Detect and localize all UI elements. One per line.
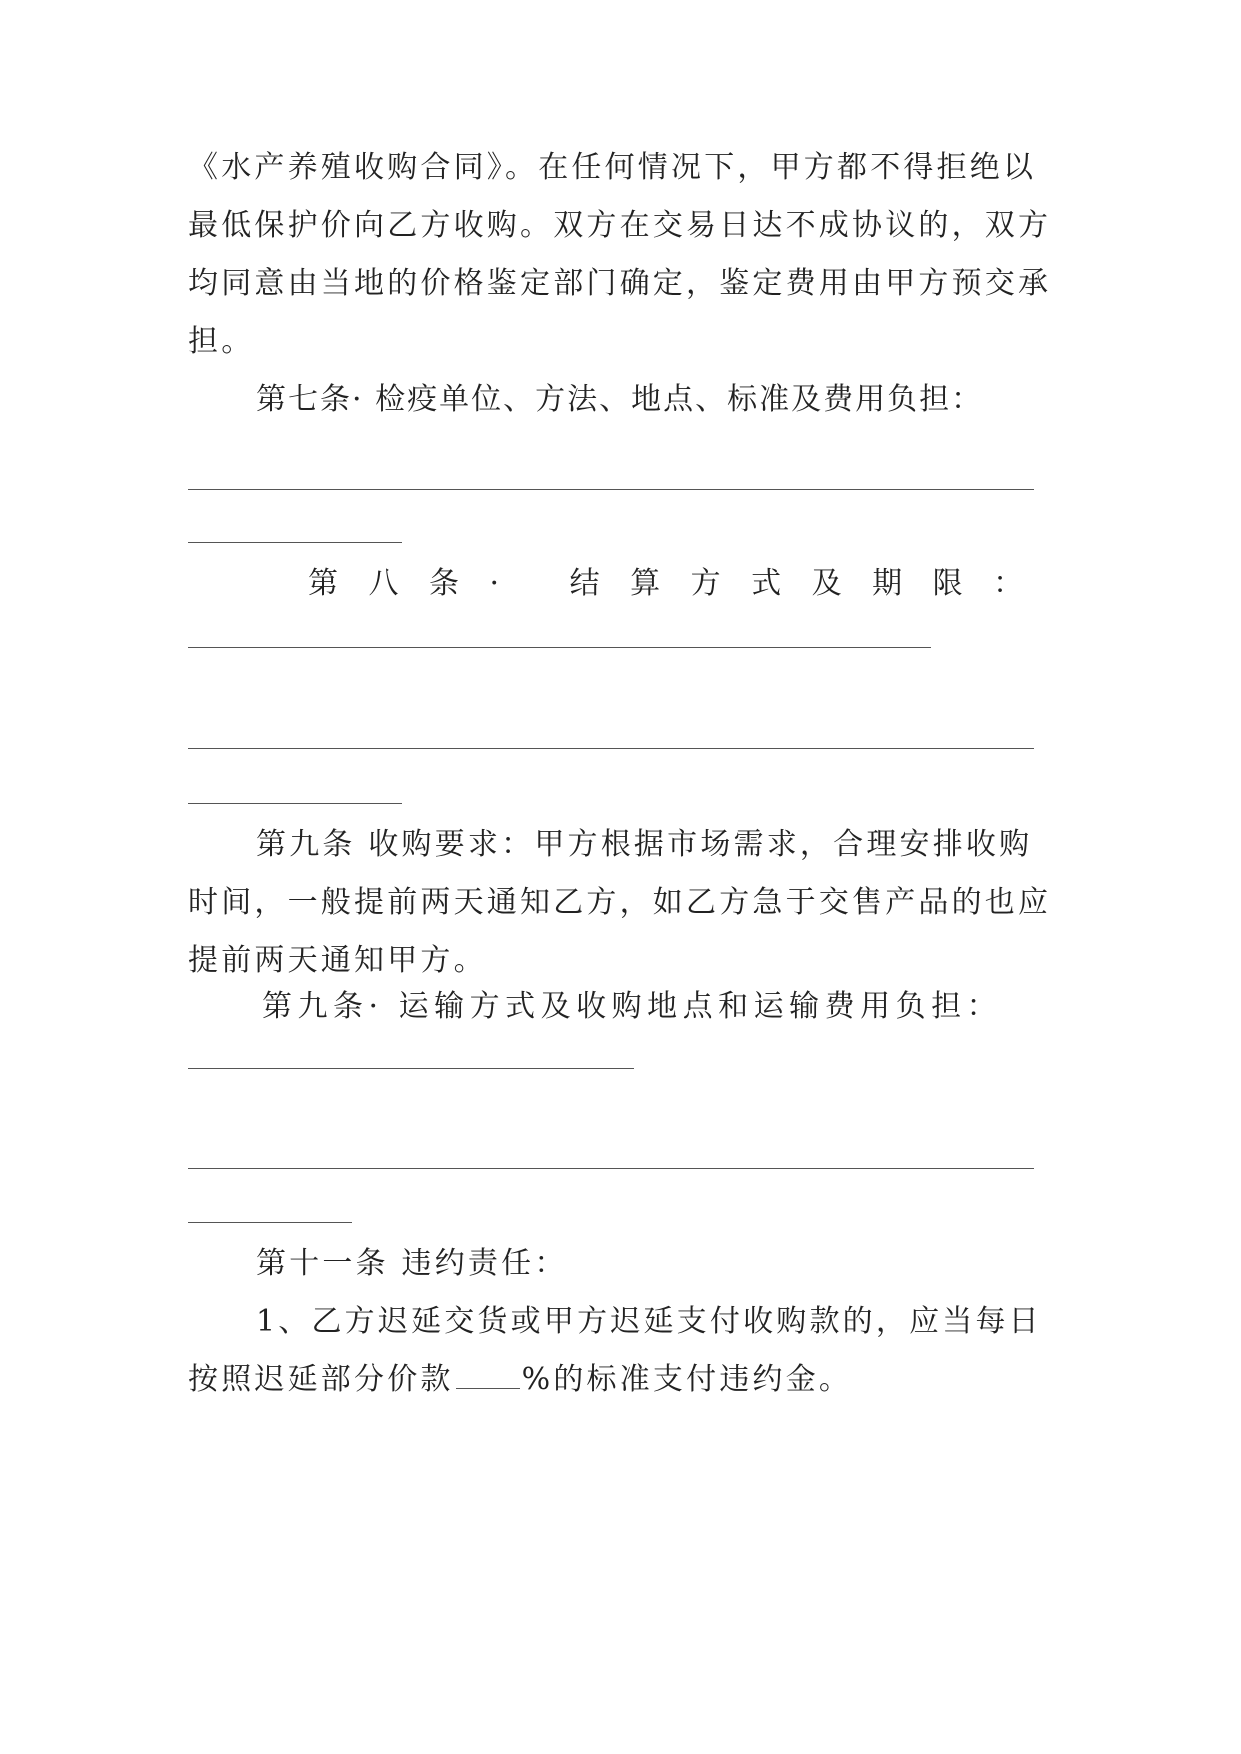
paragraph-line: 担。 [188, 324, 255, 359]
paragraph-line: 均同意由当地的价格鉴定部门确定，鉴定费用由甲方预交承 [188, 266, 1052, 301]
fill-in-blank [188, 1222, 352, 1223]
paragraph-line: 1、乙方迟延交货或甲方迟延支付收购款的，应当每日 [256, 1304, 1042, 1339]
paragraph-line: 《水产养殖收购合同》。在任何情况下，甲方都不得拒绝以 [188, 150, 1037, 185]
article-7-heading: 第七条· 检疫单位、方法、地点、标准及费用负担： [256, 382, 984, 417]
paragraph-line [188, 1358, 852, 1402]
fill-in-blank [188, 803, 402, 804]
article-9-heading-line: 第九条 收购要求：甲方根据市场需求，合理安排收购 [256, 827, 1033, 862]
fill-in-blank [188, 748, 1034, 749]
fill-in-blank [188, 542, 402, 543]
paragraph-line: 提前两天通知甲方。 [188, 943, 487, 978]
article-9-transport-heading: 第九条· 运输方式及收购地点和运输费用负担： [262, 989, 1003, 1024]
fill-in-blank [188, 647, 931, 648]
paragraph-line: 时间，一般提前两天通知乙方，如乙方急于交售产品的也应 [188, 885, 1052, 920]
fill-in-blank [188, 1068, 634, 1069]
fill-in-blank [188, 489, 1034, 490]
fill-in-blank [188, 1168, 1034, 1169]
clause-text: 按照迟延部分价款 [188, 1362, 454, 1397]
paragraph-line: 最低保护价向乙方收购。双方在交易日达不成协议的，双方 [188, 208, 1052, 243]
article-11-heading: 第十一条 违约责任： [256, 1246, 568, 1281]
article-8-heading: 第八条· 结算方式及期限： [308, 566, 1054, 601]
percentage-blank [456, 1382, 520, 1389]
clause-text: %的标准支付违约金。 [521, 1362, 853, 1397]
